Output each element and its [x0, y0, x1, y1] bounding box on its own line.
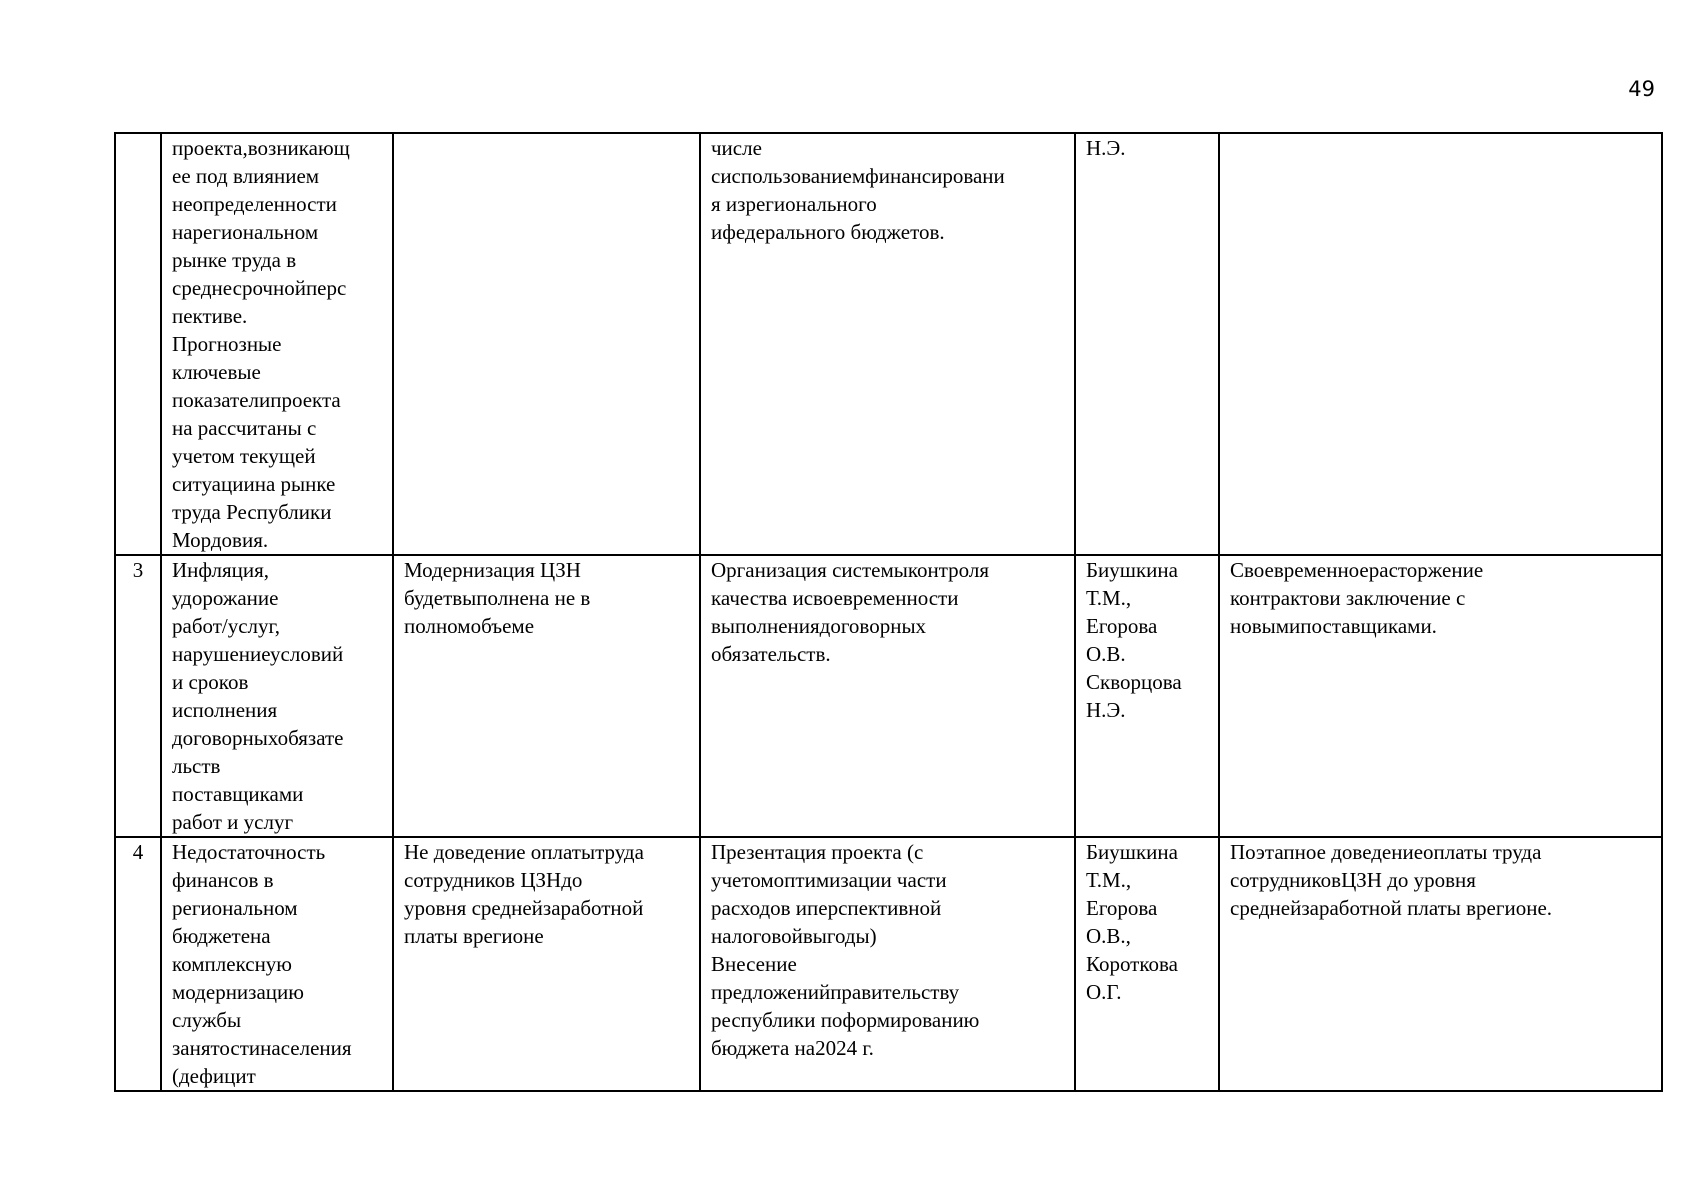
measures-cell: Организация системыконтроля качества исвоевременности выполнениядоговорных обязательств.	[700, 555, 1075, 837]
row-number-cell: 3	[115, 555, 161, 837]
risk-cell: Недостаточность финансов в региональном бюджетена комплексную модернизацию службы занятостинаселения (дефицит	[161, 837, 393, 1091]
row-number-cell: 4	[115, 837, 161, 1091]
risk-table	[114, 132, 1663, 1092]
risk-cell: проекта,возникающ ее под влиянием неопределенности нарегиональном рынке труда в среднесрочнойперс пективе. Прогнозные ключевые показателипроекта на рассчитаны с учетом текущей ситуациина рынке труда Республики Мордовия.	[161, 133, 393, 555]
consequence-cell: Не доведение оплатытруда сотрудников ЦЗНдо уровня среднейзаработной платы врегионе	[393, 837, 700, 1091]
consequence-cell	[393, 133, 700, 555]
responsible-cell: Биушкина Т.М., Егорова О.В., Короткова О.Г.	[1075, 837, 1219, 1091]
actions-cell: Поэтапное доведениеоплаты труда сотрудниковЦЗН до уровня среднейзаработной платы врегионе.	[1219, 837, 1662, 1091]
table-row	[115, 837, 1662, 1091]
table-row	[115, 133, 1662, 555]
risk-cell: Инфляция, удорожание работ/услуг, нарушениеусловий и сроков исполнения договорныхобязате льств поставщиками работ и услуг	[161, 555, 393, 837]
row-number-cell	[115, 133, 161, 555]
actions-cell: Своевременноерасторжение контрактови заключение с новымипоставщиками.	[1219, 555, 1662, 837]
responsible-cell: Н.Э.	[1075, 133, 1219, 555]
consequence-cell: Модернизация ЦЗН будетвыполнена не в полномобъеме	[393, 555, 700, 837]
page-number: 49	[1628, 77, 1655, 101]
table-row	[115, 555, 1662, 837]
measures-cell: Презентация проекта (с учетомоптимизации части расходов иперспективной налоговойвыгоды) Внесение предложенийправительству республики поформированию бюджета на2024 г.	[700, 837, 1075, 1091]
responsible-cell: Биушкина Т.М., Егорова О.В. Скворцова Н.Э.	[1075, 555, 1219, 837]
measures-cell: числе сиспользованиемфинансировани я изрегионального ифедерального бюджетов.	[700, 133, 1075, 555]
actions-cell	[1219, 133, 1662, 555]
